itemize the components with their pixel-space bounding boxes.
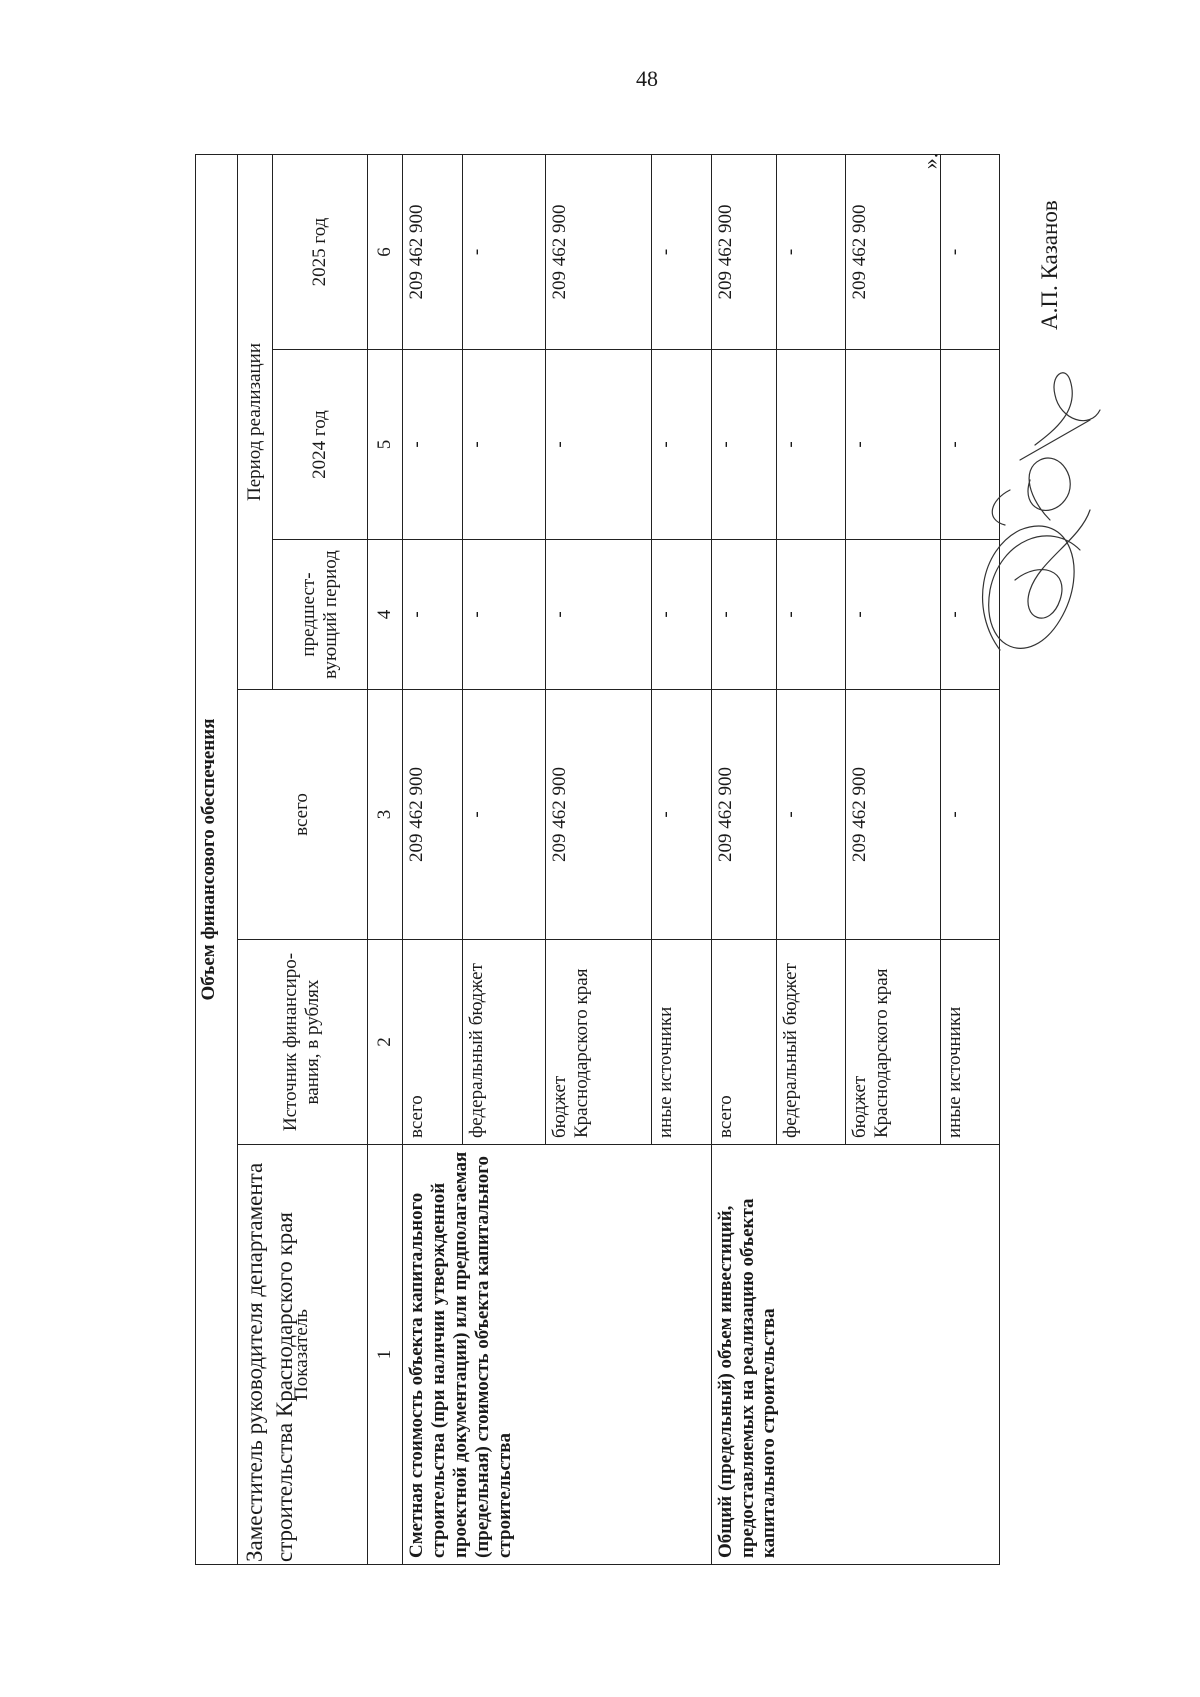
year-2024-cell: - — [845, 350, 940, 540]
total-cell: 209 462 900 — [545, 690, 652, 940]
source-cell: бюджет Краснодарского края — [845, 940, 940, 1145]
header-previous-period: предшест-вующий период — [273, 540, 368, 690]
source-cell: иные источники — [940, 940, 999, 1145]
previous-cell: - — [462, 540, 545, 690]
signatory-position — [240, 1163, 300, 1562]
year-2025-cell: 209 462 900 — [711, 154, 776, 349]
source-cell: федеральный бюджет — [776, 940, 845, 1145]
previous-cell: - — [776, 540, 845, 690]
year-2024-cell: - — [940, 350, 999, 540]
header-year-2024: 2024 год — [273, 350, 368, 540]
total-cell: - — [652, 690, 711, 940]
table-super-header: Объем финансового обеспечения — [196, 154, 238, 1564]
column-number: 2 — [367, 940, 403, 1145]
table-row — [403, 154, 462, 1564]
indicator-cell: Общий (предельный) объем инвестиций, предоставляемых на реализацию объекта капитального строительства — [711, 1145, 999, 1565]
financing-table-container — [195, 152, 1000, 1565]
closing-quote: ». — [917, 152, 943, 170]
total-cell: 209 462 900 — [403, 690, 462, 940]
column-number: 4 — [367, 540, 403, 690]
table-row — [711, 154, 776, 1564]
source-cell: федеральный бюджет — [462, 940, 545, 1145]
total-cell: 209 462 900 — [711, 690, 776, 940]
source-cell: бюджет Краснодарского края — [545, 940, 652, 1145]
signatory-position-line-2: строительства Краснодарского края — [272, 1212, 297, 1562]
year-2025-cell: - — [462, 154, 545, 349]
year-2024-cell: - — [776, 350, 845, 540]
source-cell: иные источники — [652, 940, 711, 1145]
year-2024-cell: - — [711, 350, 776, 540]
source-cell: всего — [403, 940, 462, 1145]
column-number: 5 — [367, 350, 403, 540]
handwritten-signature — [960, 350, 1110, 680]
signatory-name: А.П. Казанов — [1037, 200, 1062, 330]
year-2025-cell: - — [776, 154, 845, 349]
year-2025-cell: 209 462 900 — [545, 154, 652, 349]
total-cell: - — [940, 690, 999, 940]
previous-cell: - — [545, 540, 652, 690]
previous-cell: - — [711, 540, 776, 690]
column-number: 3 — [367, 690, 403, 940]
header-period: Период реализации — [237, 154, 273, 689]
column-number: 1 — [367, 1145, 403, 1565]
year-2024-cell: - — [462, 350, 545, 540]
total-cell: - — [462, 690, 545, 940]
previous-cell: - — [403, 540, 462, 690]
year-2024-cell: - — [652, 350, 711, 540]
source-cell: всего — [711, 940, 776, 1145]
signatory-position-line-1: Заместитель руководителя департамента — [242, 1162, 267, 1562]
previous-cell: - — [845, 540, 940, 690]
previous-cell: - — [652, 540, 711, 690]
header-indicator: Показатель — [237, 1145, 367, 1565]
indicator-cell: Сметная стоимость объекта капитального строительства (при наличии утвержденной проектной документации) или предполагаемая (предельная) стоимость объекта капитального строительства — [403, 1145, 711, 1565]
header-year-2025: 2025 год — [273, 154, 368, 349]
header-total: всего — [237, 690, 367, 940]
previous-cell: - — [940, 540, 999, 690]
year-2025-cell: - — [940, 154, 999, 349]
total-cell: 209 462 900 — [845, 690, 940, 940]
header-source: Источник финансиро-вания, в рублях — [237, 940, 367, 1145]
year-2025-cell: - — [652, 154, 711, 349]
year-2024-cell: - — [403, 350, 462, 540]
page-number: 48 — [636, 66, 658, 91]
column-number: 6 — [367, 154, 403, 349]
year-2025-cell: 209 462 900 — [403, 154, 462, 349]
total-cell: - — [776, 690, 845, 940]
financing-table — [195, 154, 1000, 1565]
year-2025-cell: 209 462 900 — [845, 154, 940, 349]
year-2024-cell: - — [545, 350, 652, 540]
